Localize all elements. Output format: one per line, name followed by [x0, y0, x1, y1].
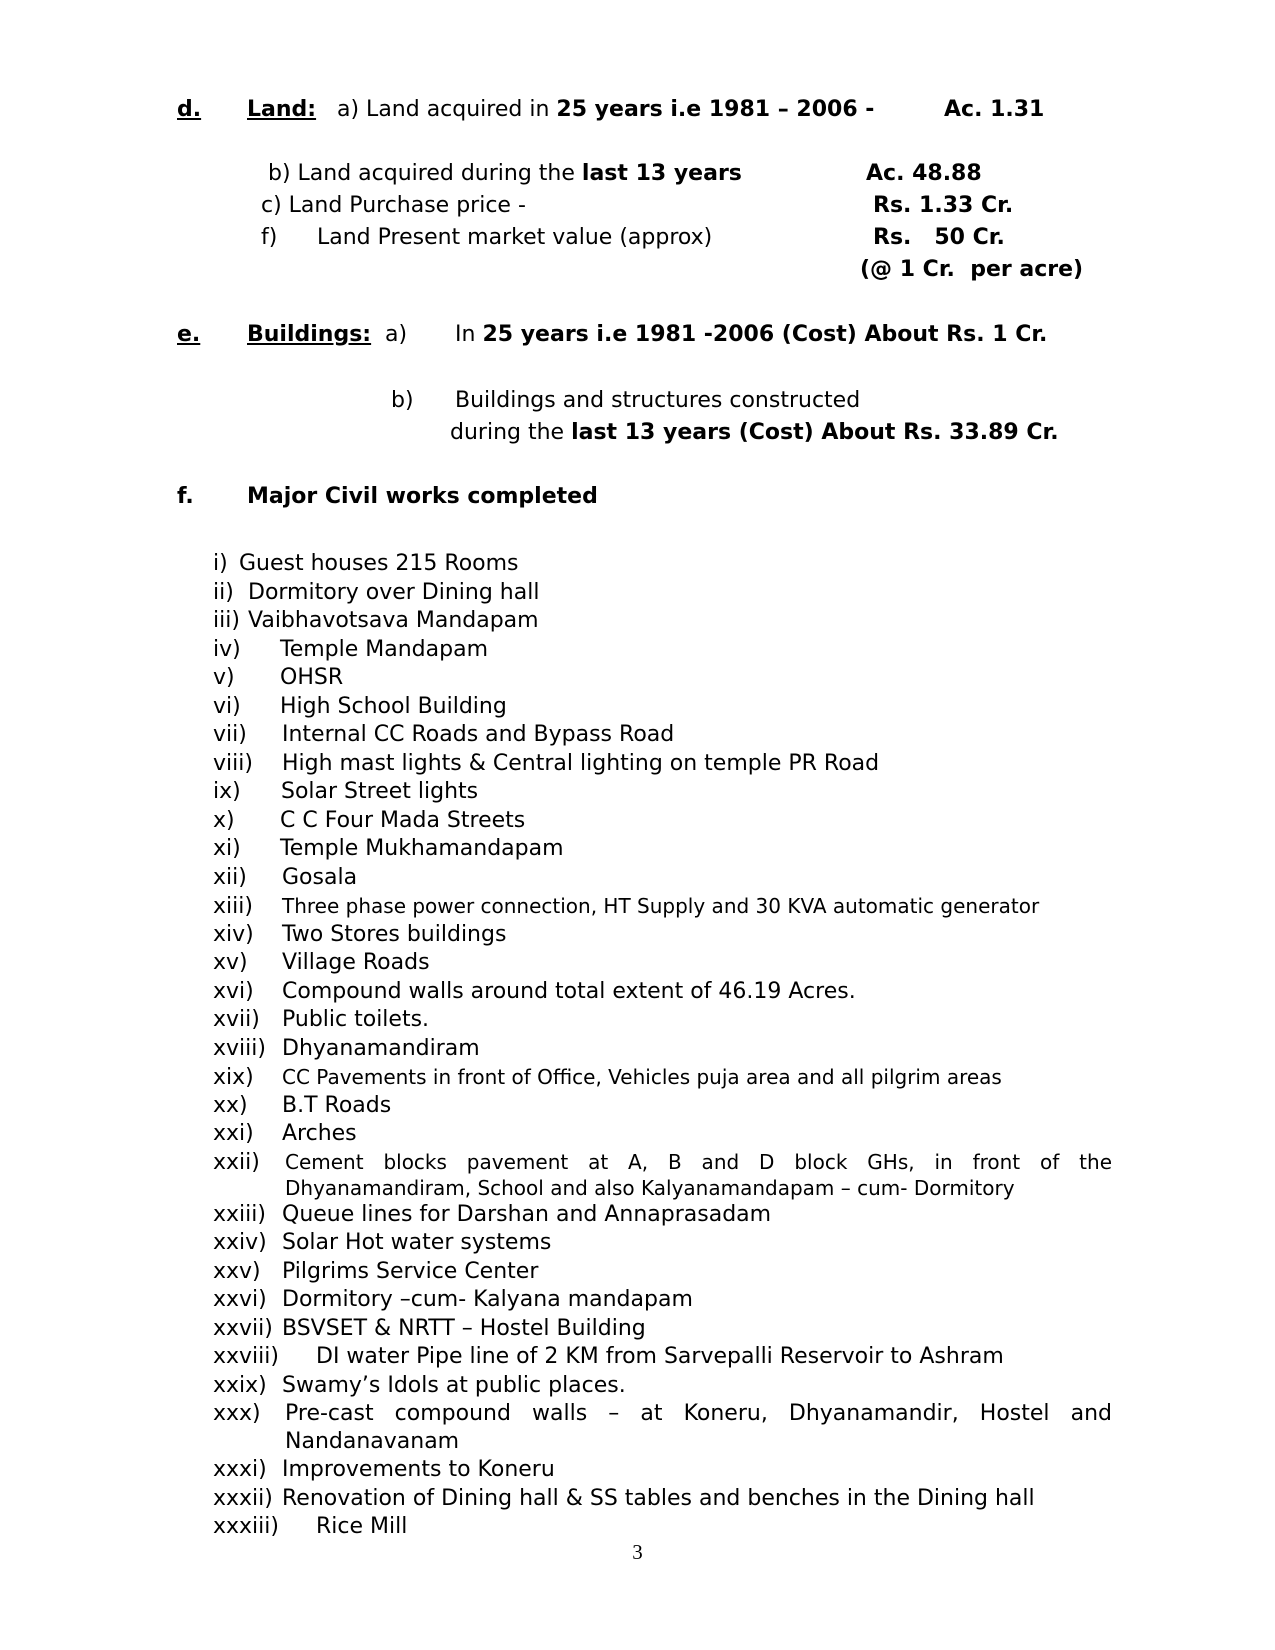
section-d-label: d.	[177, 97, 202, 122]
list-item-number: ii)	[213, 579, 234, 605]
land-item-f-marker: f)	[261, 225, 278, 250]
list-item-text: Rice Mill	[316, 1514, 408, 1539]
list-item-number: x)	[213, 807, 235, 833]
list-item-text: Solar Hot water systems	[282, 1230, 552, 1255]
list-item	[213, 636, 1113, 665]
land-item-f-value: Rs. 50 Cr.	[873, 225, 1005, 250]
list-item	[213, 1201, 1113, 1230]
list-item-text: DI water Pipe line of 2 KM from Sarvepalli Reservoir to Ashram	[316, 1344, 1004, 1369]
list-item-text: OHSR	[280, 665, 344, 690]
list-item-number: xv)	[213, 950, 248, 975]
land-item-b-bold: last 13 years	[581, 161, 742, 186]
list-item-number: xxv)	[213, 1258, 261, 1284]
land-item-f-note: (@ 1 Cr. per acre)	[860, 257, 1084, 282]
list-item-text: Swamy’s Idols at public places.	[282, 1372, 626, 1398]
list-item	[213, 949, 1113, 978]
list-item-number: xxviii)	[213, 1344, 279, 1369]
list-item-text: Internal CC Roads and Bypass Road	[282, 722, 675, 747]
buildings-item-b-line2-bold: last 13 years (Cost) About Rs. 33.89 Cr.	[571, 420, 1059, 445]
list-item-number: xviii)	[213, 1035, 266, 1061]
list-item-text: Cement blocks pavement at A, B and D block GHs, in front of the Dhyanamandiram, School and also Kalyanamandapam – cum- Dormitory	[285, 1149, 1112, 1200]
list-item-text: CC Pavements in front of Office, Vehicles puja area and all pilgrim areas	[282, 1065, 1002, 1089]
list-item-number: xiv)	[213, 921, 254, 947]
buildings-item-a	[455, 322, 1047, 347]
list-item-number: xxxiii)	[213, 1514, 279, 1539]
list-item	[213, 921, 1113, 950]
list-item-number: xxi)	[213, 1121, 254, 1146]
list-item	[213, 835, 1113, 864]
land-item-a-bold: 25 years i.e 1981 – 2006 -	[556, 97, 875, 122]
list-item-text: Temple Mandapam	[280, 636, 489, 662]
buildings-item-b-marker: b)	[391, 388, 414, 413]
list-item	[213, 664, 1113, 693]
list-item-text: Temple Mukhamandapam	[280, 836, 564, 861]
land-item-f: Land Present market value (approx)	[317, 225, 713, 250]
list-item-text: Renovation of Dining hall & SS tables and benches in the Dining hall	[282, 1485, 1035, 1511]
list-item-number: xx)	[213, 1092, 248, 1118]
list-item-text: Pre-cast compound walls – at Koneru, Dhyanamandir, Hostel and Nandanavanam	[285, 1401, 1112, 1454]
list-item-number: xxiv)	[213, 1230, 267, 1255]
list-item-number: xiii)	[213, 894, 253, 919]
list-item-number: xxxii)	[213, 1485, 273, 1511]
list-item-number: xxvi)	[213, 1287, 267, 1312]
list-item-text: Gosala	[282, 864, 358, 890]
buildings-item-a-text: In	[455, 322, 483, 347]
list-item	[213, 1456, 1113, 1485]
land-item-a	[337, 97, 874, 122]
list-item	[213, 1063, 1113, 1092]
land-item-a-text: a) Land acquired in	[337, 97, 557, 122]
list-item-number: ix)	[213, 779, 241, 804]
list-item-text: Solar Street lights	[281, 779, 479, 804]
list-item	[213, 721, 1113, 750]
list-item	[213, 693, 1113, 722]
list-item-text: Village Roads	[282, 950, 430, 975]
civil-works-list	[213, 550, 1113, 1542]
list-item-number: i)	[213, 551, 228, 576]
list-item-text: Improvements to Koneru	[282, 1457, 555, 1482]
land-item-b-value: Ac. 48.88	[866, 161, 982, 186]
list-item-number: xvii)	[213, 1007, 260, 1032]
list-item-text: Two Stores buildings	[282, 921, 507, 947]
list-item	[213, 1092, 1113, 1121]
list-item-number: xxx)	[213, 1401, 261, 1426]
list-item-text: Three phase power connection, HT Supply and 30 KVA automatic generator	[282, 894, 1040, 918]
list-item-text: Vaibhavotsava Mandapam	[248, 608, 539, 633]
land-item-a-value: Ac. 1.31	[944, 97, 1045, 122]
land-item-c: c) Land Purchase price -	[261, 193, 526, 218]
list-item	[213, 750, 1113, 779]
list-item-number: xix)	[213, 1065, 254, 1090]
list-item-number: vi)	[213, 693, 241, 719]
list-item	[213, 1400, 1113, 1456]
list-item	[213, 579, 1113, 608]
list-item	[213, 864, 1113, 893]
list-item	[213, 550, 1113, 579]
list-item	[213, 892, 1113, 921]
list-item	[213, 1286, 1113, 1315]
list-item-text: Public toilets.	[282, 1007, 430, 1032]
list-item-number: vii)	[213, 722, 247, 747]
land-item-b	[268, 161, 742, 186]
section-e-label: e.	[177, 322, 201, 347]
list-item-text: Arches	[282, 1121, 357, 1146]
list-item-text: Pilgrims Service Center	[282, 1258, 539, 1284]
list-item	[213, 1120, 1113, 1149]
land-item-c-value: Rs. 1.33 Cr.	[873, 193, 1014, 218]
list-item-number: xxiii)	[213, 1201, 266, 1227]
buildings-item-b-line1: Buildings and structures constructed	[455, 388, 861, 413]
list-item-number: xii)	[213, 864, 247, 890]
list-item	[213, 1485, 1113, 1514]
list-item-text: Dormitory –cum- Kalyana mandapam	[282, 1287, 693, 1312]
list-item	[213, 1258, 1113, 1287]
list-item	[213, 1315, 1113, 1344]
list-item-text: C C Four Mada Streets	[280, 807, 526, 833]
list-item-number: xxix)	[213, 1372, 267, 1398]
list-item-number: v)	[213, 665, 235, 690]
list-item	[213, 778, 1113, 807]
buildings-item-a-marker: a)	[385, 322, 408, 347]
list-item-text: Compound walls around total extent of 46.19 Acres.	[282, 978, 856, 1004]
list-item-number: iii)	[213, 608, 240, 633]
list-item	[213, 1372, 1113, 1401]
list-item	[213, 1229, 1113, 1258]
list-item	[213, 1343, 1113, 1372]
list-item-number: iv)	[213, 636, 241, 662]
list-item	[213, 978, 1113, 1007]
section-f-title: Major Civil works completed	[247, 484, 598, 509]
list-item-number: xi)	[213, 836, 241, 861]
page-number: 3	[632, 1540, 643, 1564]
buildings-item-b-line2	[450, 420, 1059, 445]
list-item-number: xxvii)	[213, 1315, 273, 1341]
list-item	[213, 1149, 1113, 1201]
list-item-text: B.T Roads	[282, 1092, 392, 1118]
list-item-text: Dhyanamandiram	[282, 1035, 480, 1061]
list-item	[213, 607, 1113, 636]
list-item-text: High mast lights & Central lighting on temple PR Road	[282, 750, 880, 776]
list-item	[213, 807, 1113, 836]
buildings-item-b-line2-text: during the	[450, 420, 572, 445]
list-item-number: xxii)	[213, 1149, 260, 1175]
section-f-label: f.	[177, 484, 194, 509]
list-item	[213, 1035, 1113, 1064]
list-item-text: Guest houses 215 Rooms	[239, 551, 519, 576]
list-item-text: Queue lines for Darshan and Annaprasadam	[282, 1201, 772, 1227]
list-item-text: High School Building	[280, 693, 507, 719]
list-item-text: Dormitory over Dining hall	[248, 579, 540, 605]
section-d-title: Land:	[247, 97, 317, 122]
list-item-number: viii)	[213, 750, 253, 776]
list-item	[213, 1006, 1113, 1035]
list-item-number: xxxi)	[213, 1457, 267, 1482]
land-item-b-text: b) Land acquired during the	[268, 161, 582, 186]
list-item-text: BSVSET & NRTT – Hostel Building	[282, 1315, 646, 1341]
list-item-number: xvi)	[213, 978, 254, 1004]
buildings-item-a-bold: 25 years i.e 1981 -2006 (Cost) About Rs. 1 Cr.	[482, 322, 1048, 347]
list-item	[213, 1513, 1113, 1542]
section-e-title: Buildings:	[247, 322, 372, 347]
